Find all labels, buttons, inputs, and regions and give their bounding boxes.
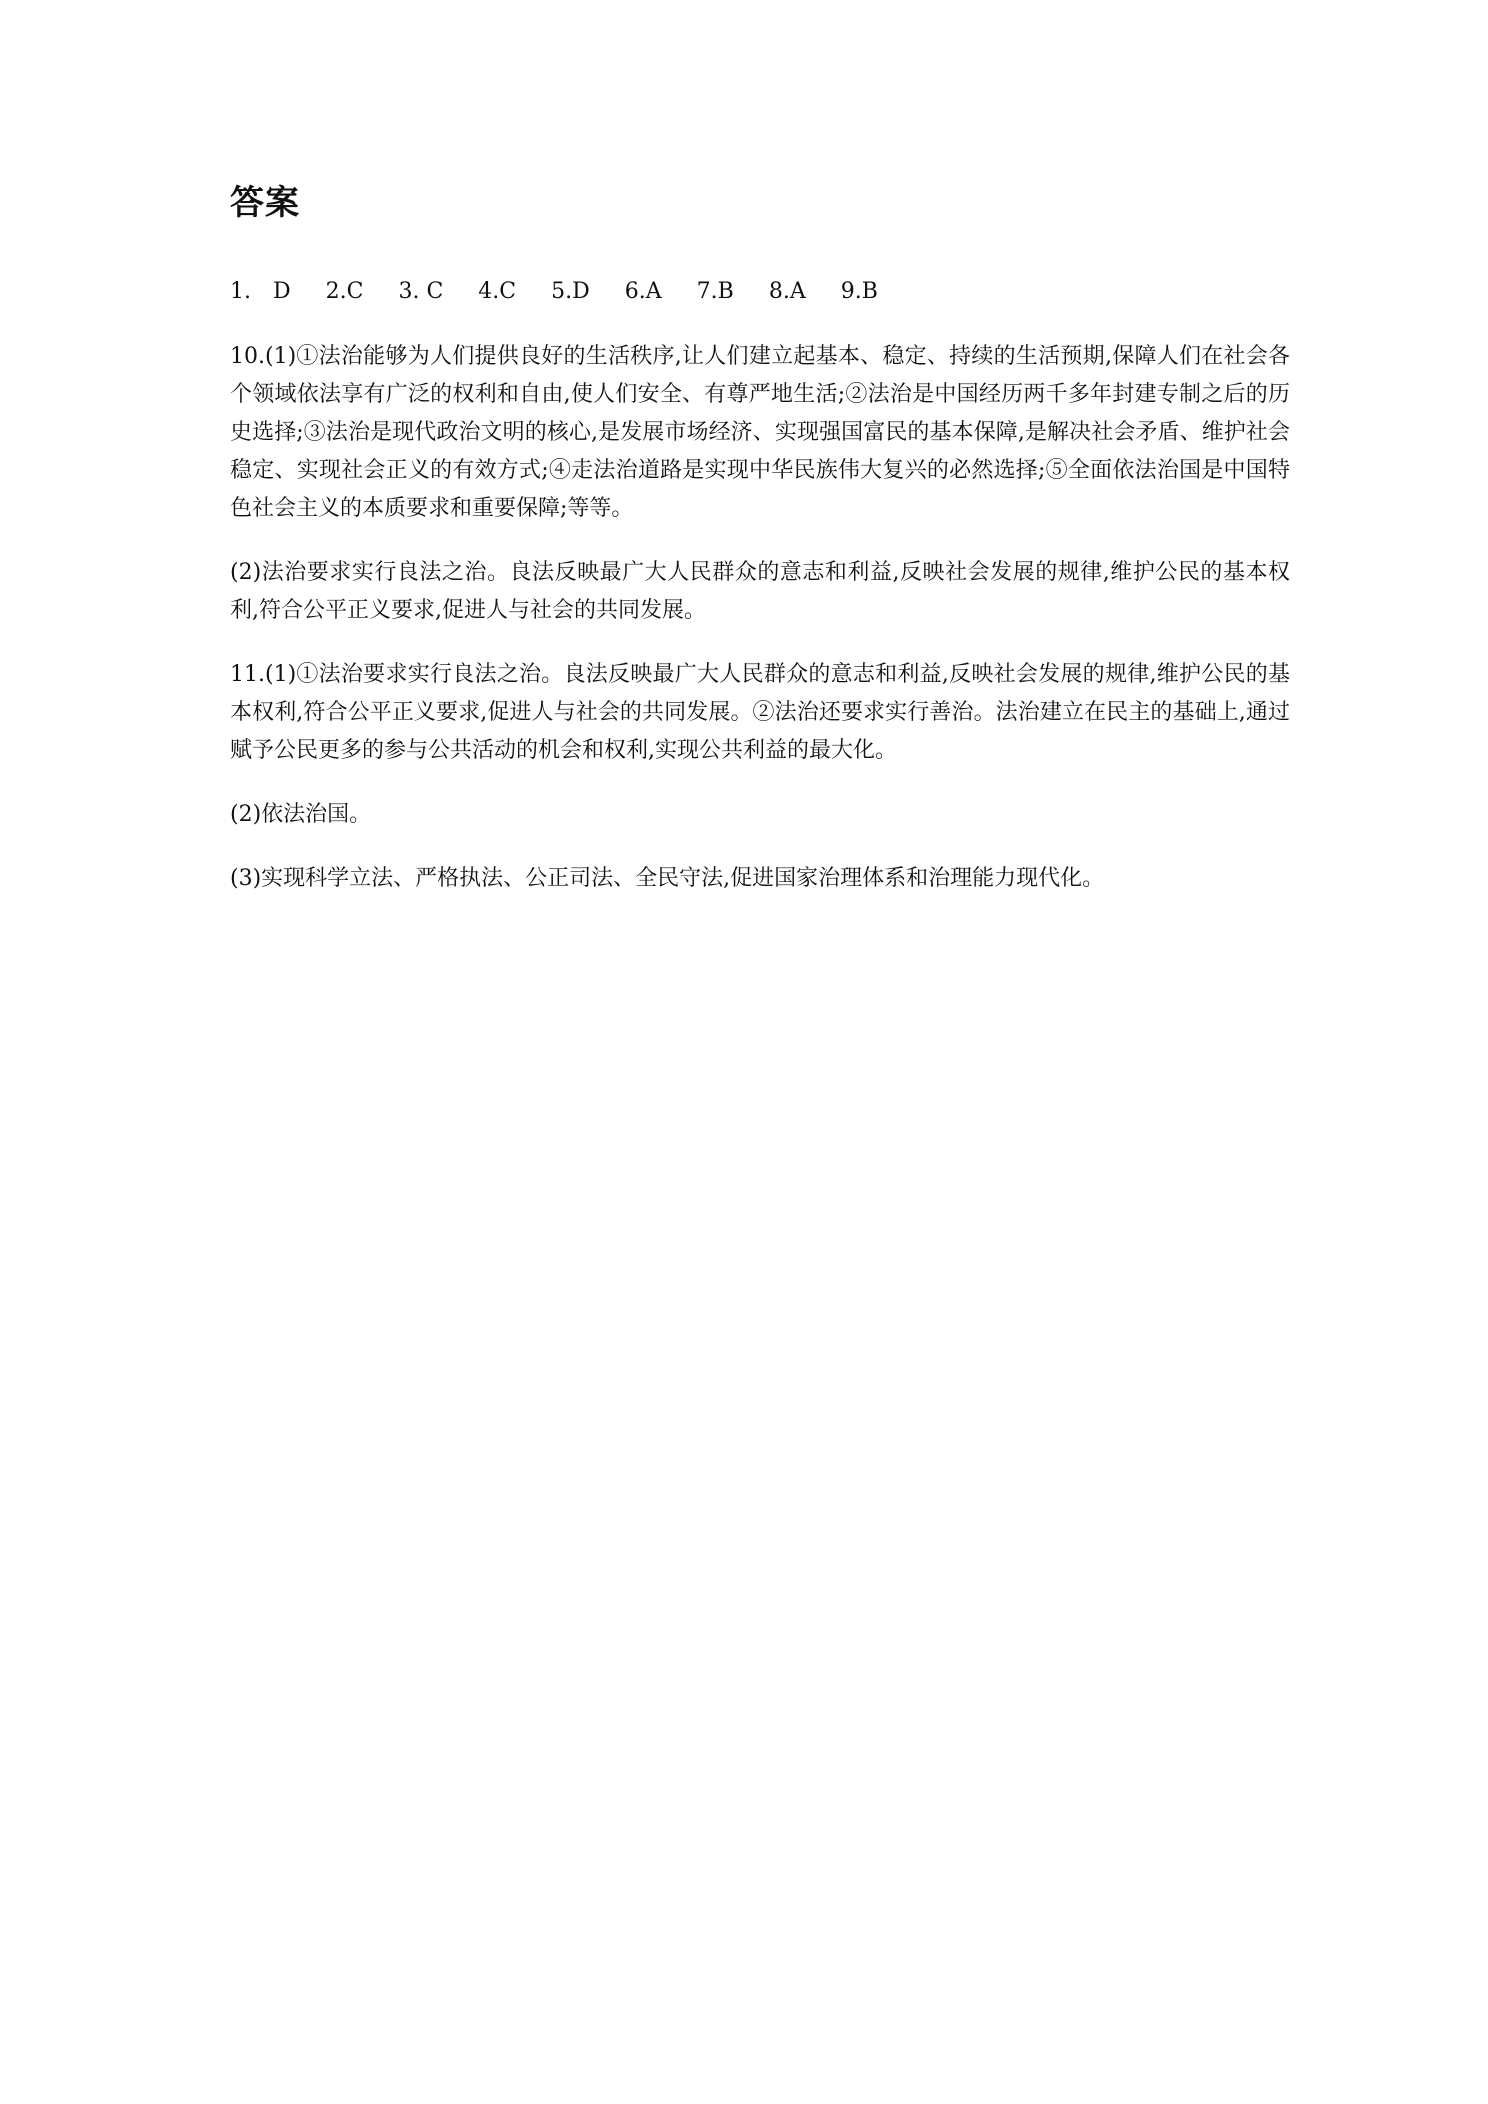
- mc-answer-9: 9.B: [840, 279, 878, 304]
- answer-11-part-2: (2)依法治国。: [230, 802, 372, 827]
- answer-11-part-1: 11.(1)①法治要求实行良法之治。良法反映最广大人民群众的意志和利益,反映社会发展的规律,维护公民的基本权利,符合公平正义要求,促进人与社会的共同发展。②法治还要求实行善治。法治建立在民主的基础上,通过赋予公民更多的参与公共活动的机会和权利,实现公共利益的最大化。: [230, 662, 1290, 763]
- multiple-choice-answers: [230, 272, 1290, 312]
- mc-answer-6: 6.A: [624, 279, 662, 304]
- answer-10-part-1: 10.(1)①法治能够为人们提供良好的生活秩序,让人们建立起基本、稳定、持续的生活预期,保障人们在社会各个领域依法享有广泛的权利和自由,使人们安全、有尊严地生活;②法治是中国经历两千多年封建专制之后的历史选择;③法治是现代政治文明的核心,是发展市场经济、实现强国富民的基本保障,是解决社会矛盾、维护社会稳定、实现社会正义的有效方式;④走法治道路是实现中华民族伟大复兴的必然选择;⑤全面依法治国是中国特色社会主义的本质要求和重要保障;等等。: [230, 344, 1290, 521]
- mc-answer-4: 4.C: [478, 279, 517, 304]
- answer-11-part-3: (3)实现科学立法、严格执法、公正司法、全民守法,促进国家治理体系和治理能力现代化。: [230, 866, 1105, 891]
- mc-answer-8: 8.A: [768, 279, 806, 304]
- mc-answer-5: 5.D: [551, 279, 590, 304]
- mc-answer-2: 2.C: [325, 279, 364, 304]
- page-title: 答案: [230, 183, 300, 223]
- mc-answer-1: 1. D: [230, 279, 291, 304]
- answer-content: [230, 178, 1290, 924]
- answer-10-part-2: (2)法治要求实行良法之治。良法反映最广大人民群众的意志和利益,反映社会发展的规律,维护公民的基本权利,符合公平正义要求,促进人与社会的共同发展。: [230, 560, 1290, 623]
- mc-answer-3: 3. C: [398, 279, 444, 304]
- mc-answer-7: 7.B: [696, 279, 734, 304]
